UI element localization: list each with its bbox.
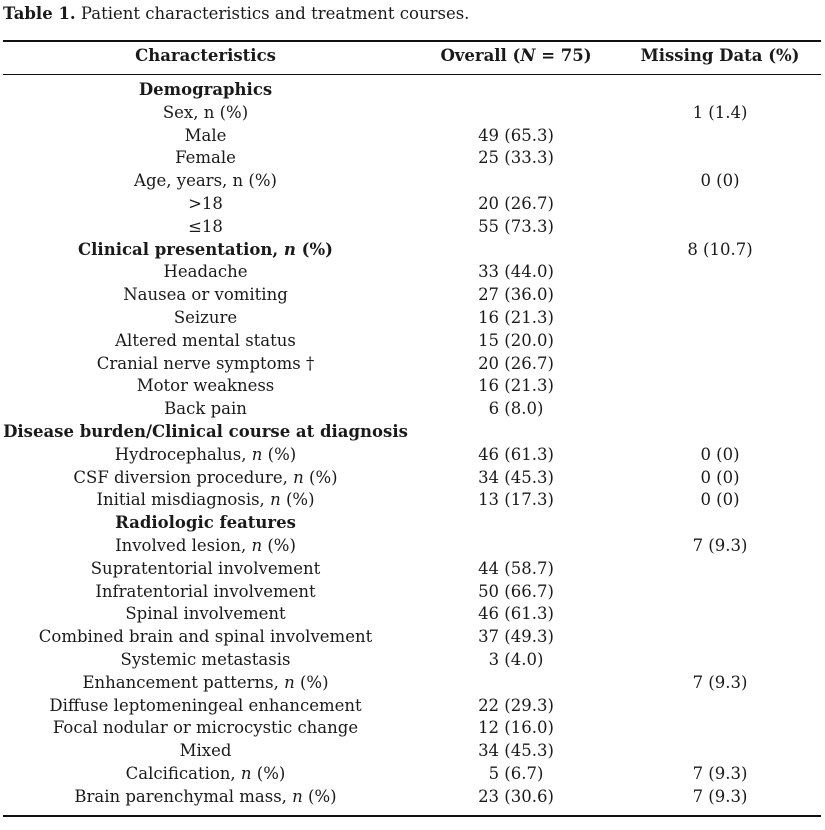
table-row xyxy=(0,696,825,719)
overall-cell: 22 (29.3) xyxy=(478,695,554,715)
characteristic-cell: Focal nodular or microcystic change xyxy=(52,718,359,738)
overall-cell: 23 (30.6) xyxy=(478,786,554,806)
overall-cell: 15 (20.0) xyxy=(478,330,554,350)
table-row xyxy=(0,331,825,354)
characteristic-cell: Spinal involvement xyxy=(125,604,286,624)
characteristic-cell: Brain parenchymal mass, n (%) xyxy=(74,786,337,806)
overall-cell: 25 (33.3) xyxy=(478,148,554,168)
characteristic-cell: Sex, n (%) xyxy=(162,102,249,122)
table-row xyxy=(0,354,825,377)
characteristic-cell: Enhancement patterns, n (%) xyxy=(82,672,329,692)
bottom-rule xyxy=(3,815,821,817)
missing-data-cell: 7 (9.3) xyxy=(692,786,748,806)
overall-cell: 5 (6.7) xyxy=(488,764,544,783)
table-row xyxy=(0,741,825,764)
characteristic-cell: Mixed xyxy=(179,741,232,761)
characteristic-cell: Diffuse leptomeningeal enhancement xyxy=(49,695,362,715)
characteristic-cell: Demographics xyxy=(138,80,273,99)
characteristic-cell: ≤18 xyxy=(188,216,223,236)
overall-cell: 12 (16.0) xyxy=(478,718,554,738)
overall-cell: 37 (49.3) xyxy=(478,627,554,647)
table-row xyxy=(0,627,825,650)
characteristic-cell: Altered mental status xyxy=(115,330,296,350)
table-row xyxy=(0,513,825,536)
table-row xyxy=(0,103,825,126)
table-row xyxy=(0,194,825,217)
characteristic-cell: Supratentorial involvement xyxy=(90,558,321,578)
overall-cell: 34 (45.3) xyxy=(478,467,554,487)
table-row xyxy=(0,559,825,582)
overall-cell: 44 (58.7) xyxy=(478,558,554,578)
missing-data-cell: 0 (0) xyxy=(700,444,740,464)
overall-cell: 27 (36.0) xyxy=(478,285,554,305)
overall-cell: 50 (66.7) xyxy=(478,581,554,601)
characteristic-cell: Male xyxy=(184,125,227,145)
table-row xyxy=(0,80,825,103)
characteristic-cell: Clinical presentation, n (%) xyxy=(78,239,333,259)
table-row xyxy=(0,148,825,171)
missing-data-cell: 0 (0) xyxy=(700,490,740,510)
overall-cell: 6 (8.0) xyxy=(488,399,544,419)
table-row xyxy=(0,604,825,627)
table-row xyxy=(0,536,825,559)
characteristic-cell: CSF diversion procedure, n (%) xyxy=(73,467,338,487)
characteristic-cell: Seizure xyxy=(173,308,238,327)
overall-cell: 16 (21.3) xyxy=(478,308,554,327)
characteristic-cell: Cranial nerve symptoms † xyxy=(96,353,315,373)
overall-cell: 46 (61.3) xyxy=(478,444,554,464)
table-row xyxy=(0,718,825,741)
header-overall-post: = 75) xyxy=(535,46,592,65)
characteristic-cell: Radiologic features xyxy=(115,513,296,533)
missing-data-cell: 1 (1.4) xyxy=(692,102,748,122)
missing-data-cell: 7 (9.3) xyxy=(692,672,748,692)
table-row xyxy=(0,126,825,149)
table-row xyxy=(0,422,825,445)
characteristic-cell: Disease burden/Clinical course at diagnosis xyxy=(3,422,408,441)
characteristic-cell: Combined brain and spinal involvement xyxy=(38,627,373,647)
characteristic-cell: Systemic metastasis xyxy=(120,650,291,669)
characteristic-cell: Back pain xyxy=(164,399,247,419)
table-row xyxy=(0,285,825,308)
overall-cell: 33 (44.0) xyxy=(478,262,554,282)
characteristic-cell: >18 xyxy=(188,194,223,213)
overall-cell: 46 (61.3) xyxy=(478,604,554,624)
top-rule xyxy=(3,40,821,42)
missing-data-cell: 7 (9.3) xyxy=(692,764,748,783)
characteristic-cell: Hydrocephalus, n (%) xyxy=(114,444,297,464)
table-row xyxy=(0,673,825,696)
table-row xyxy=(0,217,825,240)
table-row xyxy=(0,490,825,513)
table-row xyxy=(0,399,825,422)
table-row xyxy=(0,445,825,468)
table-row xyxy=(0,240,825,263)
characteristic-cell: Infratentorial involvement xyxy=(95,581,316,601)
characteristic-cell: Female xyxy=(175,148,236,168)
missing-data-cell: 7 (9.3) xyxy=(692,536,748,555)
characteristic-cell: Involved lesion, n (%) xyxy=(115,536,296,555)
table-label: Table 1. xyxy=(3,4,76,23)
missing-data-cell: 8 (10.7) xyxy=(687,239,753,259)
overall-cell: 3 (4.0) xyxy=(488,650,544,669)
header-overall-pre: Overall ( xyxy=(440,46,521,65)
table-row xyxy=(0,171,825,194)
overall-cell: 49 (65.3) xyxy=(478,125,554,145)
table-row xyxy=(0,376,825,399)
header-overall-n: N xyxy=(520,46,536,65)
characteristic-cell: Nausea or vomiting xyxy=(123,285,288,305)
table-title: Patient characteristics and treatment courses. xyxy=(75,4,470,23)
header-missing-data: Missing Data (%) xyxy=(640,46,800,65)
table-row xyxy=(0,308,825,331)
table-row xyxy=(0,650,825,673)
overall-cell: 20 (26.7) xyxy=(478,353,554,373)
header-characteristics: Characteristics xyxy=(135,46,276,65)
overall-cell: 20 (26.7) xyxy=(478,194,554,213)
characteristic-cell: Initial misdiagnosis, n (%) xyxy=(96,490,315,510)
characteristic-cell: Headache xyxy=(163,262,248,282)
overall-cell: 13 (17.3) xyxy=(478,490,554,510)
table-row xyxy=(0,787,825,810)
missing-data-cell: 0 (0) xyxy=(700,171,740,191)
header-rule xyxy=(3,74,821,75)
table-row xyxy=(0,582,825,605)
table-caption xyxy=(3,4,469,23)
table-row xyxy=(0,468,825,491)
characteristic-cell: Calcification, n (%) xyxy=(125,764,286,783)
missing-data-cell: 0 (0) xyxy=(700,467,740,487)
table-row xyxy=(0,764,825,787)
overall-cell: 55 (73.3) xyxy=(478,216,554,236)
characteristic-cell: Motor weakness xyxy=(136,376,275,396)
table-row xyxy=(0,262,825,285)
header-overall xyxy=(412,46,620,65)
characteristic-cell: Age, years, n (%) xyxy=(134,171,277,191)
overall-cell: 34 (45.3) xyxy=(478,741,554,761)
overall-cell: 16 (21.3) xyxy=(478,376,554,396)
